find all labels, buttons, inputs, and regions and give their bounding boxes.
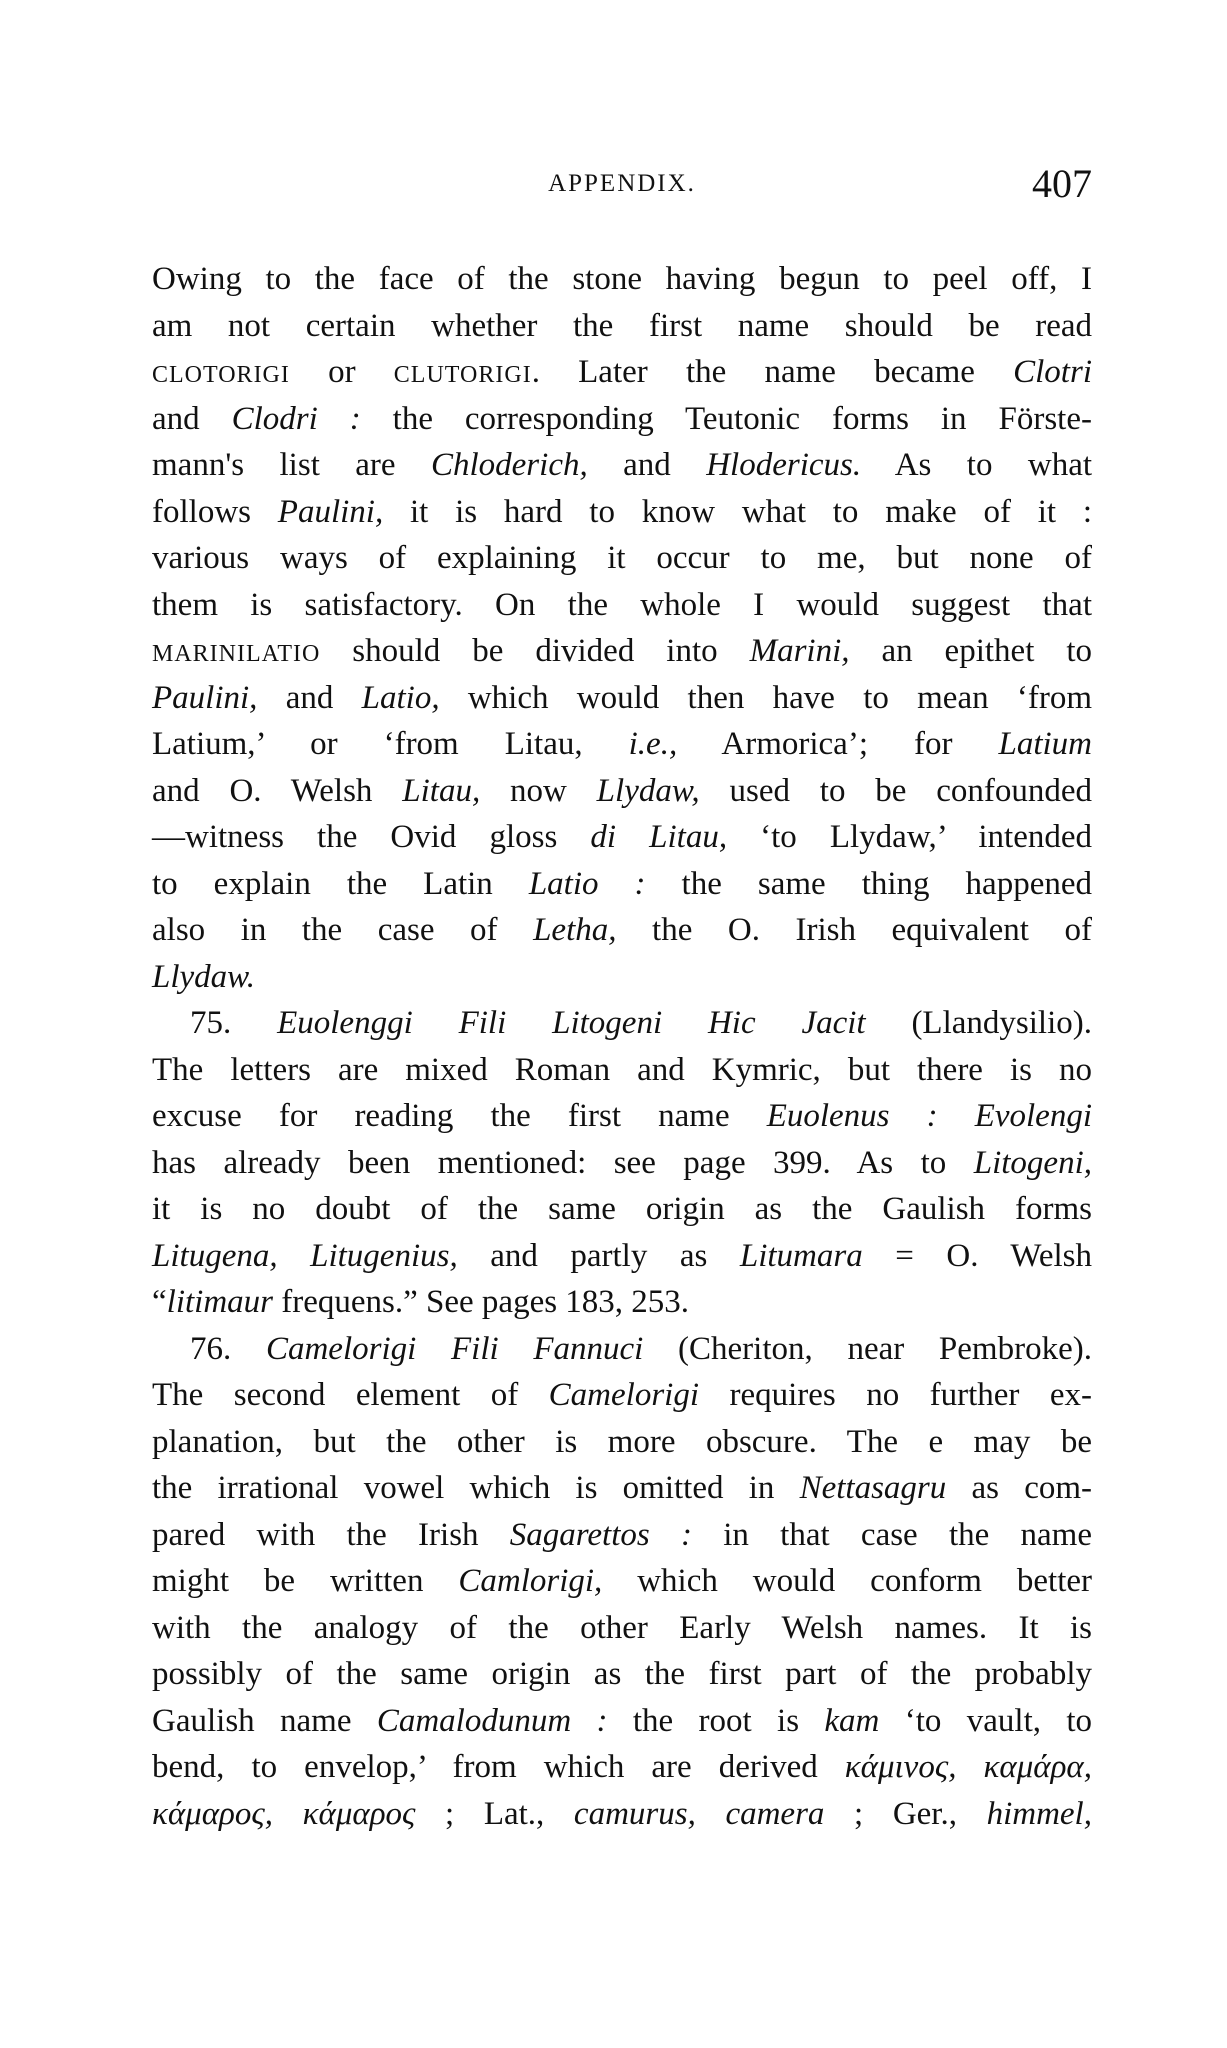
text-line: the irrational vowel which is omitted in Nettasagru as com-: [152, 1470, 1092, 1506]
text-line: and Clodri : the corresponding Teutonic forms in Förste-: [152, 400, 1092, 437]
text-line: bend, to envelop,’ from which are derived κάμινος, καμάρα,: [152, 1749, 1092, 1785]
text-line: am not certain whether the first name should be read: [152, 307, 1092, 344]
text-line: with the analogy of the other Early Welsh names. It is: [152, 1609, 1092, 1646]
text-line: Llydaw.: [152, 958, 255, 995]
text-line: The second element of Camelorigi requires no further ex-: [152, 1377, 1092, 1413]
text-line: MARINILATIO should be divided into Marini, an epithet to: [152, 633, 1092, 669]
text-line: —witness the Ovid gloss di Litau, ‘to Llydaw,’ intended: [152, 819, 1092, 855]
text-line: Paulini, and Latio, which would then have to mean ‘from: [152, 679, 1092, 716]
page-header: [152, 160, 1092, 210]
text-line: Gaulish name Camalodunum : the root is kam ‘to vault, to: [152, 1702, 1093, 1739]
text-line: “litimaur frequens.” See pages 183, 253.: [152, 1284, 690, 1320]
page-number: 407: [1032, 161, 1092, 206]
text-line: possibly of the same origin as the first part of the probably: [152, 1656, 1092, 1692]
running-head: APPENDIX.: [548, 170, 696, 197]
text-line: Latium,’ or ‘from Litau, i.e., Armorica’; for Latium: [152, 726, 1092, 762]
text-line: them is satisfactory. On the whole I would suggest that: [152, 586, 1092, 623]
text-line: to explain the Latin Latio : the same thing happened: [152, 865, 1092, 902]
text-line: The letters are mixed Roman and Kymric, but there is no: [152, 1051, 1092, 1088]
text-line: follows Paulini, it is hard to know what to make of it :: [152, 493, 1092, 530]
text-line: 76. Camelorigi Fili Fannuci (Cheriton, near Pembroke).: [190, 1330, 1092, 1367]
text-line: pared with the Irish Sagarettos : in that case the name: [152, 1516, 1093, 1553]
text-line: and O. Welsh Litau, now Llydaw, used to be confounded: [152, 772, 1093, 809]
text-line: has already been mentioned: see page 399. As to Litogeni,: [152, 1144, 1092, 1181]
text-line: mann's list are Chloderich, and Hlodericus. As to what: [152, 447, 1093, 483]
text-line: also in the case of Letha, the O. Irish equivalent of: [152, 912, 1092, 948]
text-line: Litugena, Litugenius, and partly as Litumara = O. Welsh: [152, 1237, 1093, 1274]
text-line: Owing to the face of the stone having begun to peel off, I: [152, 261, 1092, 297]
text-line: κάμαρος, κάμαρος ; Lat., camurus, camera ; Ger., himmel,: [152, 1795, 1092, 1832]
text-line: excuse for reading the first name Euolenus : Evolengi: [152, 1098, 1092, 1134]
text-line: various ways of explaining it occur to me, but none of: [152, 540, 1092, 576]
text-line: it is no doubt of the same origin as the Gaulish forms: [152, 1191, 1092, 1227]
text-line: CLOTORIGI or CLUTORIGI. Later the name became Clotri: [152, 354, 1092, 390]
body-text: [152, 256, 1092, 1837]
text-line: planation, but the other is more obscure. The e may be: [152, 1423, 1092, 1460]
text-line: might be written Camlorigi, which would conform better: [152, 1563, 1092, 1599]
text-line: 75. Euolenggi Fili Litogeni Hic Jacit (Llandysilio).: [190, 1005, 1092, 1041]
